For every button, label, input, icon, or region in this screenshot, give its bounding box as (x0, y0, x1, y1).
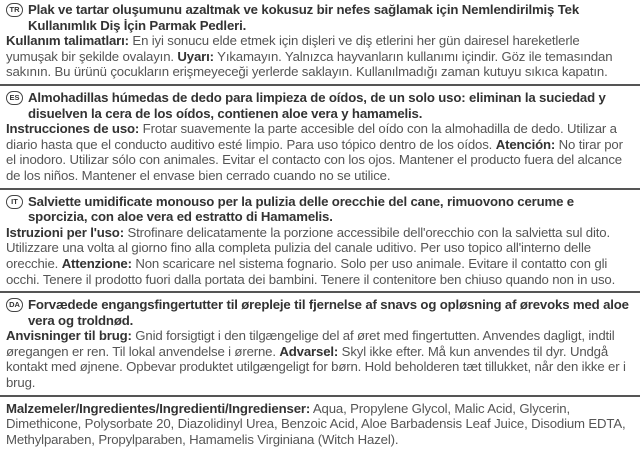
ingredients-text: Aqua, Propylene Glycol, Malic Acid, Glycerin, Dimethicone, Polysorbate 20, Diazolidinyl Urea, Benzoic Acid, Aloe Barbadensis Leaf Juice, Disodium EDTA, Methylparaben, Propylparaben, Hamamelis Virginiana (Witch Hazel). (6, 400, 626, 447)
language-badge: IT (6, 195, 23, 209)
language-badge: DA (6, 298, 23, 312)
warning-text: Skyl ikke efter. Må kun anvendes til dyr. Undgå kontakt med øjnene. Opbevar produktet utilgængeligt for børn. Hold beholderen tæt tillukket, når den ikke er i brug. (6, 343, 626, 391)
warning-label: Attenzione: (61, 255, 132, 271)
section-body (6, 225, 634, 287)
section-body (6, 328, 634, 390)
instructions-label: Instrucciones de uso: (6, 121, 140, 137)
language-badge: TR (6, 3, 23, 17)
section-body (6, 121, 634, 183)
instructions-text: En iyi sonucu elde etmek için dişleri ve diş etlerini her gün dairesel hareketlerle yumuşak bir şekilde ovalayın. (6, 33, 580, 64)
warning-text: No tirar por el inodoro. Utilizar sólo con animales. Evitar el contacto con los ojos. Mantener el producto fuera del alcance de los niños. Mantener el envase bien cerrado cuando no se utilice. (6, 136, 623, 183)
section-body (6, 33, 634, 80)
instructions-label: Kullanım talimatları: (6, 33, 129, 49)
section-title (6, 297, 634, 328)
title-text: Forvædede engangsfingertutter til ørepleje til fjernelse af snavs og opløsning af ørevoks med aloe vera og troldnød. (28, 297, 629, 328)
instructions-text: Strofinare delicatamente la porzione accessibile dell'orecchio con la salvietta sul dito. Utilizzare una volta al giorno fino alla completa pulizia del canale uditivo. Per uso topico all'interno delle orecchie. (6, 224, 610, 271)
warning-text: Non scaricare nel sistema fognario. Solo per uso animale. Evitare il contatto con gli occhi. Tenere il prodotto fuori dalla portata dei bambini. Tenere il contenitore ben chiuso quando non in uso. (6, 255, 616, 287)
divider (0, 291, 640, 293)
instructions-text: Gnid forsigtigt i den tilgængelige del af øret med fingertutten. Anvendes dagligt, indtil øregangen er ren. Til lokal anvendelse i ørerne. (6, 328, 615, 359)
divider (0, 84, 640, 86)
ingredients (0, 399, 640, 448)
instructions-label: Istruzioni per l'uso: (6, 224, 124, 240)
section-title (6, 2, 634, 33)
section-title (6, 194, 634, 225)
section-da (0, 295, 640, 394)
instructions-text: Frotar suavemente la parte accesible del oído con la almohadilla de dedo. Utilizar a diario hasta que el conducto auditivo esté limpio. Para uso tópico dentro de los oídos. (6, 121, 617, 152)
section-title (6, 90, 634, 121)
section-es (0, 88, 640, 187)
title-text: Salviette umidificate monouso per la pulizia delle orecchie del cane, rimuovono cerume e sporcizia, con aloe vera ed estratto di Hamamelis. (28, 193, 574, 225)
warning-label: Atención: (495, 136, 556, 152)
divider (0, 395, 640, 397)
section-it (0, 192, 640, 291)
instructions-label: Anvisninger til brug: (6, 328, 132, 344)
section-tr (0, 0, 640, 83)
title-text: Plak ve tartar oluşumunu azaltmak ve kokusuz bir nefes sağlamak için Nemlendirilmiş Tek Kullanımlık Diş İçin Parmak Pedleri. (28, 2, 580, 33)
language-badge: ES (6, 91, 23, 105)
warning-label: Advarsel: (279, 343, 339, 359)
warning-text: Yıkamayın. Yalnızca hayvanların kullanımı içindir. Göz ile temasından sakının. Bu ürünü çocukların erişmeyeceği yerlerde saklayın. Kullanılmadığı zaman kutuyu sıkıca kapatın. (6, 48, 613, 80)
warning-label: Uyarı: (177, 48, 214, 64)
title-text: Almohadillas húmedas de dedo para limpieza de oídos, de un solo uso: eliminan la suciedad y disuelven la cera de los oídos, contienen aloe vera y hamamelis. (28, 89, 606, 121)
divider (0, 188, 640, 190)
ingredients-label: Malzemeler/Ingredientes/Ingredienti/Ingredienser: (6, 400, 311, 416)
